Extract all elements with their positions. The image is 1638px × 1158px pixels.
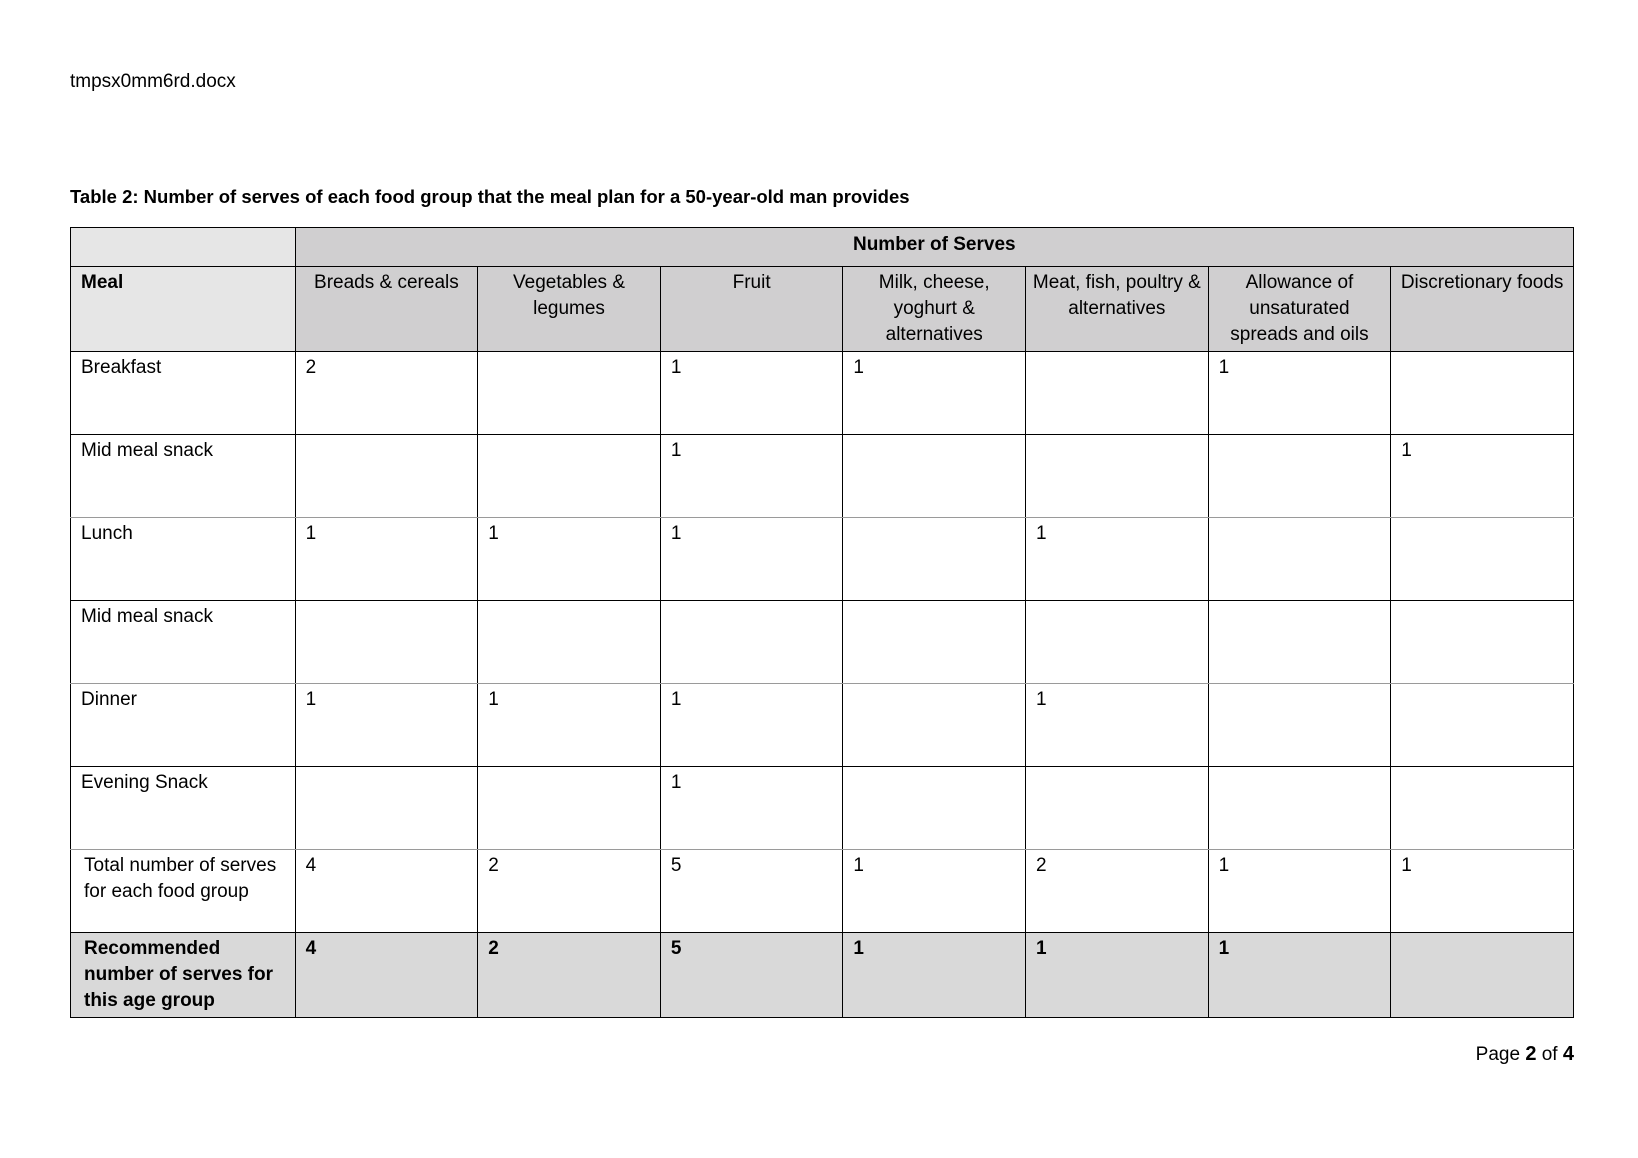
page-current: 2 bbox=[1525, 1043, 1537, 1065]
table-row-dinner bbox=[71, 684, 1574, 767]
serve-value bbox=[478, 435, 661, 518]
serve-value bbox=[1391, 352, 1574, 435]
meal-name: Breakfast bbox=[71, 352, 296, 435]
serve-value bbox=[478, 352, 661, 435]
group-header-row bbox=[71, 228, 1574, 267]
total-value: 2 bbox=[478, 850, 661, 933]
page-number bbox=[1476, 1043, 1574, 1066]
serve-value: 1 bbox=[478, 684, 661, 767]
serve-value bbox=[295, 767, 478, 850]
total-label: Total number of serves for each food group bbox=[71, 850, 296, 933]
serve-value: 2 bbox=[295, 352, 478, 435]
recommended-value: 5 bbox=[660, 933, 843, 1018]
serve-value bbox=[1208, 601, 1391, 684]
serve-value bbox=[478, 767, 661, 850]
serve-value bbox=[478, 601, 661, 684]
column-header-fruit: Fruit bbox=[660, 267, 843, 352]
serve-value: 1 bbox=[660, 352, 843, 435]
table-row-lunch bbox=[71, 518, 1574, 601]
serve-value bbox=[1391, 684, 1574, 767]
table-row-mid-meal-snack-2 bbox=[71, 601, 1574, 684]
serve-value: 1 bbox=[295, 518, 478, 601]
meal-column-header: Meal bbox=[71, 267, 296, 352]
recommended-value: 1 bbox=[1026, 933, 1209, 1018]
serve-value bbox=[1208, 435, 1391, 518]
table-caption: Table 2: Number of serves of each food group that the meal plan for a 50-year-old man provides bbox=[70, 186, 910, 207]
recommended-value bbox=[1391, 933, 1574, 1018]
serve-value: 1 bbox=[1391, 435, 1574, 518]
column-header-milk-cheese-yoghurt: Milk, cheese, yoghurt & alternatives bbox=[843, 267, 1026, 352]
serve-value bbox=[1208, 767, 1391, 850]
serve-value: 1 bbox=[660, 518, 843, 601]
serve-value: 1 bbox=[660, 435, 843, 518]
serve-value bbox=[843, 518, 1026, 601]
serve-value: 1 bbox=[478, 518, 661, 601]
table-row-total bbox=[71, 850, 1574, 933]
meal-name: Mid meal snack bbox=[71, 435, 296, 518]
serve-value: 1 bbox=[660, 767, 843, 850]
serve-value: 1 bbox=[660, 684, 843, 767]
meal-name: Evening Snack bbox=[71, 767, 296, 850]
total-value: 5 bbox=[660, 850, 843, 933]
total-value: 4 bbox=[295, 850, 478, 933]
recommended-value: 1 bbox=[843, 933, 1026, 1018]
page-total: 4 bbox=[1562, 1043, 1574, 1065]
total-value: 2 bbox=[1026, 850, 1209, 933]
serve-value: 1 bbox=[1208, 352, 1391, 435]
column-header-breads-cereals: Breads & cereals bbox=[295, 267, 478, 352]
serve-value bbox=[1026, 435, 1209, 518]
recommended-value: 4 bbox=[295, 933, 478, 1018]
serve-value: 1 bbox=[843, 352, 1026, 435]
recommended-label: Recommended number of serves for this age group bbox=[71, 933, 296, 1018]
table-row-mid-meal-snack-1 bbox=[71, 435, 1574, 518]
serve-value: 1 bbox=[295, 684, 478, 767]
meal-name: Mid meal snack bbox=[71, 601, 296, 684]
number-of-serves-header: Number of Serves bbox=[295, 228, 1573, 267]
serve-value bbox=[295, 435, 478, 518]
total-value: 1 bbox=[843, 850, 1026, 933]
column-header-discretionary-foods: Discretionary foods bbox=[1391, 267, 1574, 352]
serve-value bbox=[1391, 518, 1574, 601]
serve-value bbox=[1391, 767, 1574, 850]
serve-value bbox=[660, 601, 843, 684]
page-prefix: Page bbox=[1475, 1044, 1521, 1065]
recommended-value: 2 bbox=[478, 933, 661, 1018]
serve-value bbox=[1391, 601, 1574, 684]
meal-name: Dinner bbox=[71, 684, 296, 767]
serve-value: 1 bbox=[1026, 518, 1209, 601]
serve-value bbox=[843, 684, 1026, 767]
serve-value bbox=[1026, 767, 1209, 850]
total-value: 1 bbox=[1391, 850, 1574, 933]
page-of: of bbox=[1541, 1044, 1558, 1065]
serve-value bbox=[1208, 684, 1391, 767]
table-row-evening-snack bbox=[71, 767, 1574, 850]
corner-cell bbox=[71, 228, 296, 267]
serves-table bbox=[70, 227, 1574, 1018]
recommended-value: 1 bbox=[1208, 933, 1391, 1018]
table-row-breakfast bbox=[71, 352, 1574, 435]
serve-value bbox=[295, 601, 478, 684]
serve-value bbox=[1026, 601, 1209, 684]
meal-name: Lunch bbox=[71, 518, 296, 601]
column-header-vegetables-legumes: Vegetables & legumes bbox=[478, 267, 661, 352]
serve-value bbox=[843, 435, 1026, 518]
column-header-unsaturated-spreads: Allowance of unsaturated spreads and oils bbox=[1208, 267, 1391, 352]
serve-value: 1 bbox=[1026, 684, 1209, 767]
serve-value bbox=[1026, 352, 1209, 435]
serve-value bbox=[843, 767, 1026, 850]
serve-value bbox=[843, 601, 1026, 684]
table-row-recommended bbox=[71, 933, 1574, 1018]
document-filename: tmpsx0mm6rd.docx bbox=[70, 71, 236, 92]
total-value: 1 bbox=[1208, 850, 1391, 933]
column-header-meat-fish-poultry: Meat, fish, poultry & alternatives bbox=[1026, 267, 1209, 352]
serve-value bbox=[1208, 518, 1391, 601]
column-header-row bbox=[71, 267, 1574, 352]
